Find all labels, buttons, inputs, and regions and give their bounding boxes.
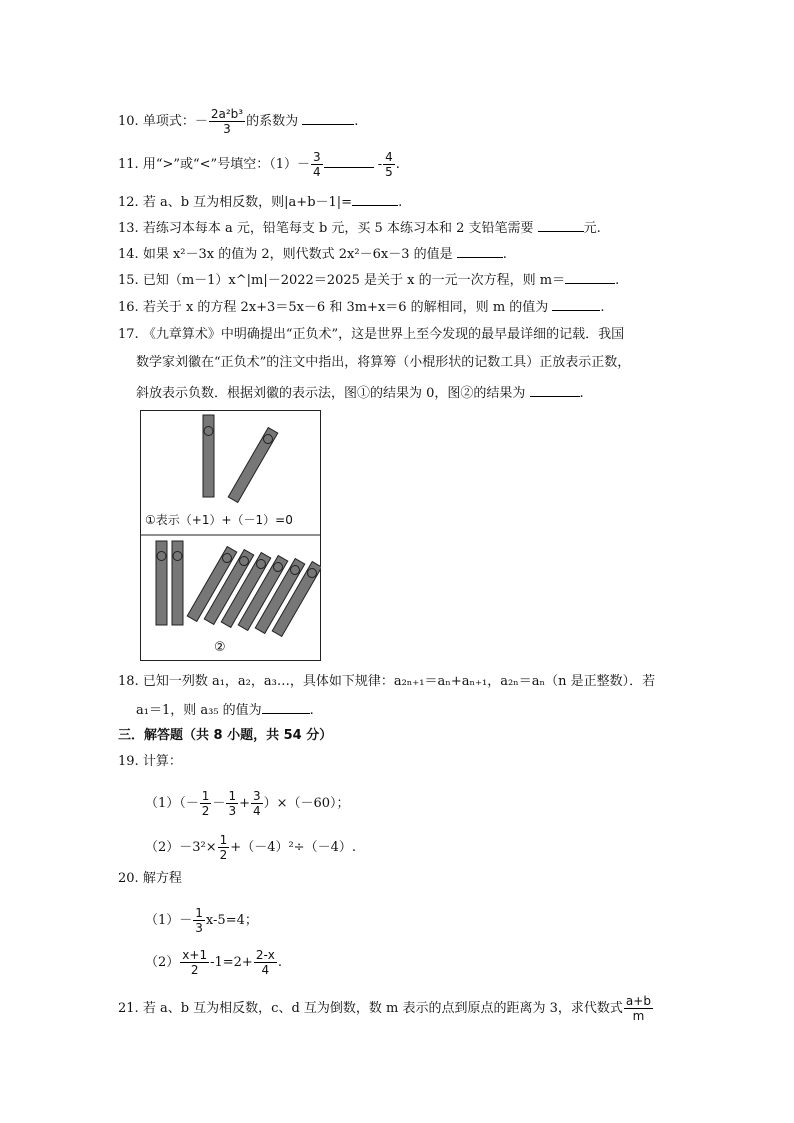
denominator: 2 bbox=[190, 963, 199, 977]
question-20-part-1 bbox=[145, 906, 258, 935]
figure-2-caption: ② bbox=[214, 640, 226, 655]
fraction bbox=[218, 833, 230, 862]
upright-rod bbox=[203, 415, 214, 497]
answer-blank[interactable] bbox=[302, 112, 354, 125]
question-11 bbox=[118, 150, 400, 179]
denominator: 2 bbox=[219, 848, 228, 862]
expression-text: x-5=4； bbox=[205, 913, 258, 928]
expression-text: -1=2+ bbox=[210, 955, 253, 970]
fraction bbox=[180, 948, 209, 977]
expression-text: （1）－ bbox=[145, 913, 193, 928]
denominator: 3 bbox=[223, 122, 231, 136]
fraction bbox=[254, 948, 277, 977]
question-17-line-1 bbox=[118, 327, 624, 343]
question-16 bbox=[118, 298, 605, 316]
question-text: 若关于 x 的方程 2x+3＝5x－6 和 3m+x＝6 的解相同，则 m 的值为 bbox=[142, 300, 549, 315]
expression-text: （2） bbox=[145, 955, 180, 970]
punctuation: . bbox=[277, 955, 283, 970]
answer-blank[interactable] bbox=[552, 298, 600, 311]
punctuation: . bbox=[600, 300, 605, 315]
punctuation: . bbox=[354, 114, 359, 129]
question-10 bbox=[118, 107, 358, 136]
question-text: 斜放表示负数．根据刘徽的表示法，图①的结果为 0，图②的结果为 bbox=[136, 386, 526, 401]
question-number: 14. bbox=[118, 247, 139, 262]
numerator: 2a²b³ bbox=[210, 107, 244, 121]
question-17-line-3 bbox=[136, 384, 584, 402]
section-heading: 三．解答题（共 8 小题，共 54 分） bbox=[118, 728, 333, 743]
answer-blank[interactable] bbox=[530, 384, 580, 397]
question-19-part-2 bbox=[145, 833, 356, 862]
question-text: 元. bbox=[583, 221, 601, 236]
question-number: 15. bbox=[118, 273, 139, 288]
question-text: 已知（m－1）x^|m|－2022＝2025 是关于 x 的一元一次方程，则 m＝ bbox=[142, 273, 566, 288]
denominator: 4 bbox=[312, 165, 321, 179]
question-text: 若 a、b 互为相反数，则|a+b－1|= bbox=[142, 195, 353, 210]
upright-rod bbox=[156, 541, 167, 625]
question-text: 的系数为 bbox=[246, 114, 299, 129]
question-text: 单项式：－ bbox=[142, 114, 208, 129]
numerator: 2-x bbox=[255, 948, 275, 962]
answer-blank[interactable] bbox=[352, 193, 398, 206]
question-12 bbox=[118, 193, 402, 211]
punctuation: . bbox=[502, 247, 507, 262]
expression-text: +（－4）²÷（－4）. bbox=[230, 840, 356, 855]
counting-rods-figure bbox=[140, 410, 321, 661]
question-19-part-1 bbox=[145, 789, 350, 818]
question-number: 10. bbox=[118, 114, 139, 129]
question-text: a₁＝1，则 a₃₅ 的值为 bbox=[136, 703, 262, 718]
punctuation: . bbox=[395, 157, 400, 172]
question-text: 数学家刘徽在“正负术”的注文中指出，将算筹（小棍形状的记数工具）正放表示正数， bbox=[136, 355, 631, 370]
question-text: 计算： bbox=[142, 754, 182, 769]
expression-text: ）×（－60）； bbox=[263, 796, 350, 811]
operator: + bbox=[239, 796, 250, 811]
question-text: 已知一列数 a₁，a₂，a₃…，具体如下规律：a₂ₙ₊₁＝aₙ+aₙ₊₁，a₂ₙ＝aₙ（n 是正整数）．若 bbox=[142, 674, 656, 689]
question-20-part-2 bbox=[145, 948, 282, 977]
fraction bbox=[226, 789, 238, 818]
numerator: 1 bbox=[228, 789, 237, 803]
fraction bbox=[311, 150, 323, 179]
operator: － bbox=[212, 796, 226, 811]
question-14 bbox=[118, 245, 507, 263]
question-20 bbox=[118, 871, 182, 887]
question-number: 11. bbox=[118, 157, 139, 172]
punctuation: . bbox=[309, 703, 314, 718]
punctuation: . bbox=[579, 386, 584, 401]
question-18-line-2 bbox=[136, 701, 314, 719]
question-number: 21. bbox=[118, 1001, 139, 1016]
question-13 bbox=[118, 219, 601, 237]
numerator: 1 bbox=[201, 789, 210, 803]
question-18-line-1 bbox=[118, 674, 655, 690]
question-number: 12. bbox=[118, 195, 139, 210]
question-number: 13. bbox=[118, 221, 139, 236]
denominator: 3 bbox=[228, 804, 237, 818]
question-text: 如果 x²－3x 的值为 2，则代数式 2x²－6x－3 的值是 bbox=[142, 247, 453, 262]
numerator: 1 bbox=[195, 906, 203, 920]
punctuation: . bbox=[615, 273, 620, 288]
answer-blank[interactable] bbox=[262, 701, 310, 714]
question-text: 用“>”或“<”号填空：（1）－ bbox=[142, 157, 310, 172]
question-text: 《九章算术》中明确提出“正负术”，这是世界上至今发现的最早最详细的记载．我国 bbox=[142, 327, 625, 342]
fraction bbox=[624, 994, 653, 1023]
denominator: 2 bbox=[201, 804, 210, 818]
answer-blank[interactable] bbox=[538, 219, 584, 232]
question-text: - bbox=[373, 157, 383, 172]
question-21 bbox=[118, 994, 654, 1023]
question-number: 16. bbox=[118, 300, 139, 315]
denominator: 4 bbox=[261, 963, 270, 977]
question-17-line-2 bbox=[136, 355, 630, 371]
expression-text: （1）（－ bbox=[145, 796, 199, 811]
fraction bbox=[209, 107, 245, 136]
answer-blank[interactable] bbox=[457, 245, 503, 258]
question-number: 17. bbox=[118, 327, 139, 342]
numerator: 3 bbox=[312, 150, 321, 164]
denominator: 3 bbox=[195, 921, 203, 935]
answer-blank[interactable] bbox=[324, 155, 374, 168]
numerator: x+1 bbox=[182, 948, 208, 962]
numerator: 4 bbox=[385, 150, 393, 164]
upright-rod bbox=[172, 541, 183, 625]
numerator: 1 bbox=[219, 833, 228, 847]
denominator: 4 bbox=[252, 804, 261, 818]
fraction bbox=[383, 150, 395, 179]
question-text: 若练习本每本 a 元，铅笔每支 b 元，买 5 本练习本和 2 支铅笔需要 bbox=[142, 221, 534, 236]
question-text: 解方程 bbox=[142, 871, 182, 886]
numerator: a+b bbox=[625, 994, 651, 1008]
question-text: 若 a、b 互为相反数，c、d 互为倒数，数 m 表示的点到原点的距离为 3，求代数式 bbox=[142, 1001, 623, 1016]
fraction bbox=[200, 789, 212, 818]
figure-1-caption: ①表示（+1）+（－1）=0 bbox=[145, 513, 293, 527]
question-number: 19. bbox=[118, 754, 139, 769]
question-15 bbox=[118, 271, 619, 289]
denominator: m bbox=[632, 1009, 645, 1023]
answer-blank[interactable] bbox=[565, 271, 615, 284]
fraction bbox=[193, 906, 205, 935]
expression-text: （2）－3²× bbox=[145, 840, 217, 855]
question-number: 20. bbox=[118, 871, 139, 886]
fraction bbox=[251, 789, 263, 818]
numerator: 3 bbox=[252, 789, 261, 803]
question-19 bbox=[118, 754, 182, 770]
question-number: 18. bbox=[118, 674, 139, 689]
punctuation: . bbox=[398, 195, 403, 210]
denominator: 5 bbox=[385, 165, 393, 179]
